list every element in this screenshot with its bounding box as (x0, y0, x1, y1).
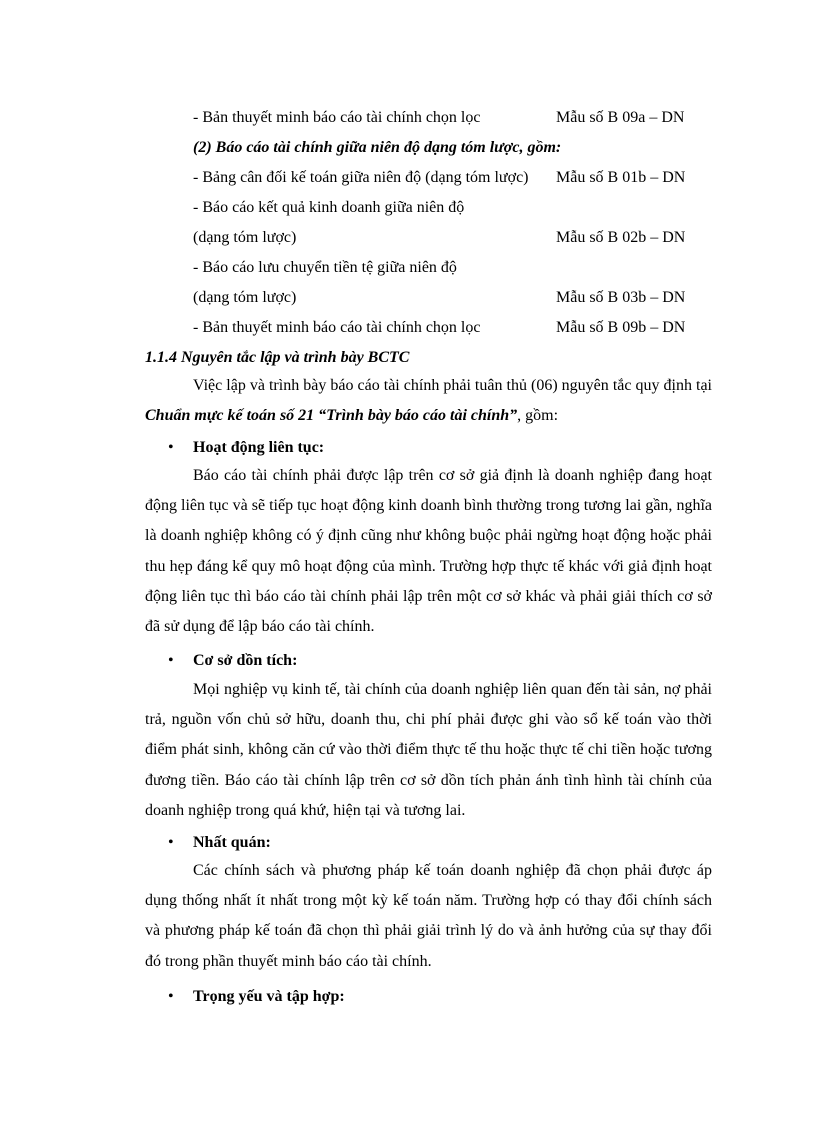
bullet-icon: • (168, 439, 174, 456)
form-code: Mẫu số B 01b – DN (556, 169, 686, 186)
subsection-heading: (2) Báo cáo tài chính giữa niên độ dạng tóm lược, gồm: (193, 139, 562, 156)
form-code: Mẫu số B 09a – DN (556, 109, 685, 126)
principle-paragraph (145, 856, 712, 977)
list-item: - Bản thuyết minh báo cáo tài chính chọn lọc (193, 319, 481, 336)
intro-emphasis: Chuẩn mực kế toán số 21 “Trình bày báo cáo tài chính” (145, 407, 518, 425)
bullet-icon: • (168, 834, 174, 851)
list-item: (dạng tóm lược) (193, 229, 297, 246)
principle-text: Báo cáo tài chính phải được lập trên cơ sở giả định là doanh nghiệp đang hoạt động liên tục và sẽ tiếp tục hoạt động kinh doanh bình thường trong tương lai gần, nghĩa là doanh nghiệp không có ý định cũng như không buộc phải ngừng hoạt động hoặc phải thu hẹp đáng kể quy mô hoạt động của mình. Trường hợp thực tế khác với giả định hoạt động liên tục thì báo cáo tài chính phải lập trên một cơ sở khác và phải giải thích cơ sở đã sử dụng để lập báo cáo tài chính. (145, 467, 712, 636)
form-code: Mẫu số B 09b – DN (556, 319, 686, 336)
list-item: - Báo cáo kết quả kinh doanh giữa niên độ (193, 199, 465, 216)
principle-paragraph (145, 675, 712, 826)
principle-text: Các chính sách và phương pháp kế toán doanh nghiệp đã chọn phải được áp dụng thống nhất ít nhất trong một kỳ kế toán năm. Trường hợp có thay đổi chính sách và phương pháp kế toán đã chọn thì phải giải trình lý do và ảnh hưởng của sự thay đổi đó trong phần thuyết minh báo cáo tài chính. (145, 862, 712, 970)
intro-text-end: , gồm: (517, 407, 559, 425)
bullet-icon: • (168, 988, 174, 1005)
list-item: (dạng tóm lược) (193, 289, 297, 306)
principle-title: Trọng yếu và tập hợp: (193, 988, 345, 1005)
intro-paragraph (145, 371, 712, 431)
list-item: - Báo cáo lưu chuyển tiền tệ giữa niên độ (193, 259, 457, 276)
section-heading: 1.1.4 Nguyên tắc lập và trình bày BCTC (145, 349, 410, 366)
list-item: - Bản thuyết minh báo cáo tài chính chọn lọc (193, 109, 481, 126)
principle-title: Hoạt động liên tục: (193, 439, 325, 456)
principle-title: Nhất quán: (193, 834, 271, 851)
form-code: Mẫu số B 02b – DN (556, 229, 686, 246)
principle-paragraph (145, 461, 712, 642)
list-item: - Bảng cân đối kế toán giữa niên độ (dạng tóm lược) (193, 169, 529, 186)
intro-text: Việc lập và trình bày báo cáo tài chính phải tuân thủ (06) nguyên tắc quy định tại (193, 377, 712, 394)
form-code: Mẫu số B 03b – DN (556, 289, 686, 306)
principle-text: Mọi nghiệp vụ kinh tế, tài chính của doanh nghiệp liên quan đến tài sản, nợ phải trả, nguồn vốn chủ sở hữu, doanh thu, chi phí phải được ghi vào sổ kế toán vào thời điểm phát sinh, không căn cứ vào thời điểm thực tế thu hoặc thực tế chi tiền hoặc tương đương tiền. Báo cáo tài chính lập trên cơ sở dồn tích phản ánh tình hình tài chính của doanh nghiệp trong quá khứ, hiện tại và tương lai. (145, 681, 712, 819)
bullet-icon: • (168, 652, 174, 669)
principle-title: Cơ sở dồn tích: (193, 652, 298, 669)
